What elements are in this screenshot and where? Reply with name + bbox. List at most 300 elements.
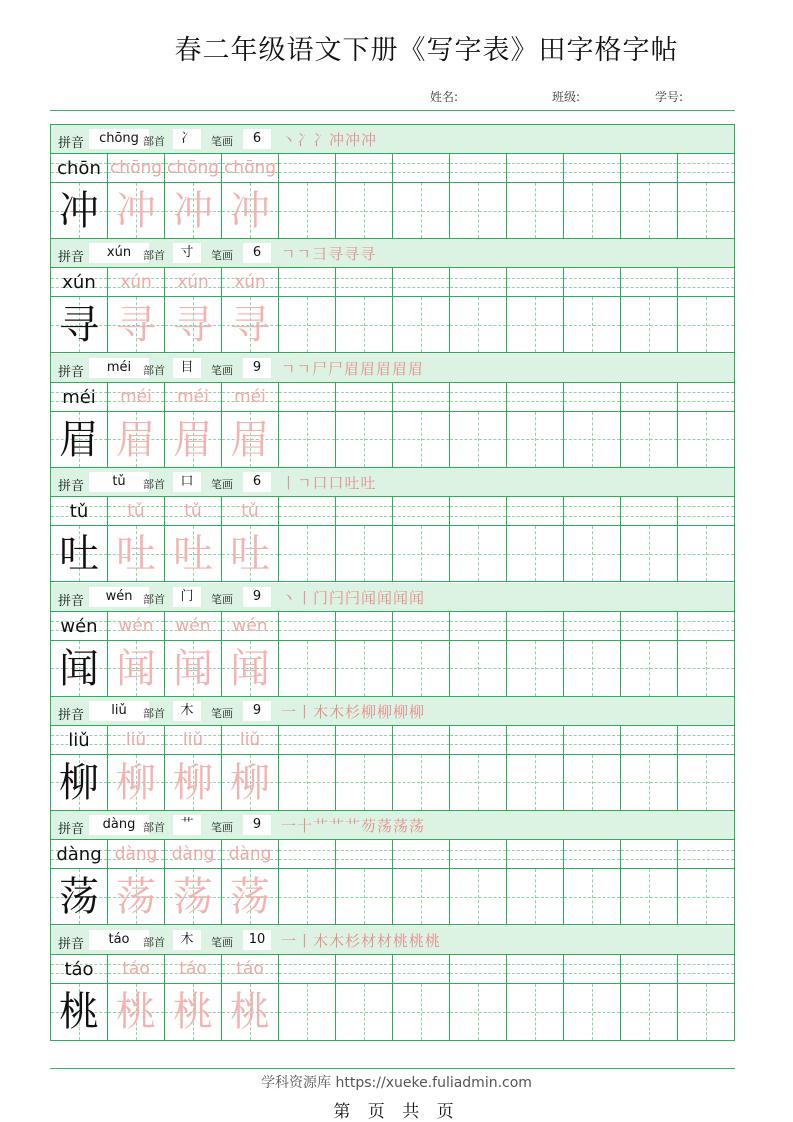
radical-value: 口 — [173, 472, 201, 492]
pinyin-trace-text: chōng — [223, 158, 277, 178]
pinyin-blank-cell[interactable] — [564, 268, 621, 296]
character-info-bar — [51, 926, 734, 955]
character-trace-cell — [108, 297, 165, 352]
pinyin-blank-cell[interactable] — [279, 497, 336, 525]
pinyin-label: 拼音 — [58, 364, 85, 380]
character-blank-cell[interactable] — [678, 297, 734, 352]
pinyin-blank-cell[interactable] — [564, 383, 621, 411]
character-blank-cell[interactable] — [507, 869, 564, 924]
character-blank-cell[interactable] — [279, 641, 336, 696]
pinyin-value: chōng — [89, 129, 149, 149]
pinyin-trace-text: liǔ — [125, 729, 147, 750]
character-blank-cell[interactable] — [279, 526, 336, 581]
pinyin-trace-text: dàng — [114, 844, 158, 865]
radical-label: 部首 — [143, 706, 165, 720]
pinyin-trace-cell — [222, 497, 279, 525]
pinyin-blank-cell[interactable] — [507, 497, 564, 525]
character-blank-cell[interactable] — [621, 526, 678, 581]
pinyin-blank-cell[interactable] — [393, 612, 450, 640]
stroke-count-label: 笔画 — [211, 363, 233, 377]
stroke-count-value: 9 — [243, 815, 271, 835]
character-blank-cell[interactable] — [279, 755, 336, 810]
character-block — [51, 468, 734, 582]
character-info-bar — [51, 697, 734, 726]
character-model-glyph: 冲 — [59, 188, 99, 234]
pinyin-blank-cell[interactable] — [336, 840, 393, 868]
character-blank-cell[interactable] — [393, 984, 450, 1040]
character-blank-cell[interactable] — [621, 869, 678, 924]
tianzige-practice-row — [51, 755, 734, 811]
footer-divider — [50, 1068, 735, 1069]
pinyin-blank-cell[interactable] — [678, 497, 734, 525]
pinyin-blank-cell[interactable] — [279, 154, 336, 182]
pinyin-blank-cell[interactable] — [279, 840, 336, 868]
pinyin-trace-cell — [222, 154, 279, 182]
pinyin-blank-cell[interactable] — [621, 612, 678, 640]
character-blank-cell[interactable] — [450, 755, 507, 810]
character-blank-cell[interactable] — [393, 183, 450, 238]
stroke-order-sequence: 丶冫冫冲冲冲 — [281, 131, 378, 149]
pinyin-blank-cell[interactable] — [336, 726, 393, 754]
stroke-count-value: 10 — [243, 930, 271, 950]
pinyin-value: táo — [89, 930, 149, 950]
pinyin-blank-cell[interactable] — [564, 612, 621, 640]
pinyin-trace-cell — [108, 726, 165, 754]
character-info-bar — [51, 125, 734, 154]
pinyin-practice-row — [51, 955, 734, 984]
character-blank-cell[interactable] — [336, 297, 393, 352]
character-trace-cell — [108, 183, 165, 238]
character-blank-cell[interactable] — [507, 412, 564, 467]
pinyin-trace-text: wén — [232, 615, 268, 636]
character-trace-glyph: 寻 — [173, 302, 213, 349]
character-blank-cell[interactable] — [564, 869, 621, 924]
header-divider — [50, 110, 735, 111]
name-field-label: 姓名: — [430, 90, 459, 104]
character-blank-cell[interactable] — [393, 641, 450, 696]
pinyin-trace-text: méi — [234, 386, 266, 407]
character-blank-cell[interactable] — [336, 412, 393, 467]
character-blank-cell[interactable] — [393, 526, 450, 581]
character-blank-cell[interactable] — [279, 412, 336, 467]
pinyin-blank-cell[interactable] — [678, 154, 734, 182]
stroke-count-label: 笔画 — [211, 249, 233, 263]
pinyin-model-text: dàng — [56, 844, 102, 866]
character-blank-cell[interactable] — [564, 755, 621, 810]
stroke-order-sequence: 一丨木木杉柳柳柳柳 — [281, 702, 426, 721]
pinyin-blank-cell[interactable] — [450, 612, 507, 640]
pinyin-trace-text: xún — [120, 272, 152, 293]
pinyin-blank-cell[interactable] — [336, 955, 393, 983]
pinyin-blank-cell[interactable] — [678, 612, 734, 640]
footer-page-number: 第 页 共 页 — [333, 1102, 460, 1122]
pinyin-trace-text: táo — [236, 958, 264, 979]
character-blank-cell[interactable] — [621, 755, 678, 810]
pinyin-blank-cell[interactable] — [393, 955, 450, 983]
pinyin-blank-cell[interactable] — [450, 497, 507, 525]
pinyin-label: 拼音 — [58, 593, 85, 609]
tianzige-practice-row — [51, 526, 734, 582]
stroke-count-label: 笔画 — [211, 592, 233, 606]
character-blank-cell[interactable] — [336, 984, 393, 1040]
pinyin-blank-cell[interactable] — [564, 840, 621, 868]
character-blank-cell[interactable] — [450, 183, 507, 238]
pinyin-blank-cell[interactable] — [621, 840, 678, 868]
pinyin-trace-cell — [108, 268, 165, 296]
character-trace-cell — [165, 755, 222, 810]
pinyin-blank-cell[interactable] — [393, 840, 450, 868]
pinyin-trace-text: liǔ — [239, 729, 261, 750]
pinyin-trace-text: méi — [177, 386, 209, 407]
character-block — [51, 239, 734, 353]
footer-source-link[interactable]: 学科资源库 https://xueke.fuliadmin.com — [261, 1075, 532, 1091]
pinyin-blank-cell[interactable] — [678, 955, 734, 983]
pinyin-blank-cell[interactable] — [336, 497, 393, 525]
character-block — [51, 354, 734, 468]
pinyin-trace-cell — [222, 612, 279, 640]
character-blank-cell[interactable] — [564, 412, 621, 467]
character-trace-glyph: 桃 — [173, 988, 213, 1035]
pinyin-blank-cell[interactable] — [564, 726, 621, 754]
character-block — [51, 125, 734, 239]
stroke-count-label: 笔画 — [211, 935, 233, 949]
character-blank-cell[interactable] — [393, 755, 450, 810]
character-blank-cell[interactable] — [450, 297, 507, 352]
pinyin-blank-cell[interactable] — [621, 154, 678, 182]
pinyin-trace-cell — [222, 840, 279, 868]
character-trace-cell — [222, 412, 279, 467]
pinyin-trace-text: dàng — [171, 844, 215, 865]
pinyin-label: 拼音 — [58, 822, 85, 838]
pinyin-trace-text: wén — [118, 615, 154, 636]
radical-value: 目 — [173, 358, 201, 378]
pinyin-blank-cell[interactable] — [393, 383, 450, 411]
character-blank-cell[interactable] — [507, 526, 564, 581]
stroke-order-sequence: 一丨木木杉材材桃桃桃 — [281, 931, 442, 950]
character-trace-glyph: 闻 — [230, 645, 270, 692]
stroke-order-sequence: 丶丨门闩闩闻闻闻闻 — [281, 588, 426, 607]
pinyin-blank-cell[interactable] — [279, 726, 336, 754]
stroke-count-value: 9 — [243, 587, 271, 607]
character-trace-glyph: 眉 — [116, 416, 156, 463]
pinyin-blank-cell[interactable] — [279, 268, 336, 296]
character-blank-cell[interactable] — [279, 297, 336, 352]
pinyin-trace-text: tǔ — [184, 501, 202, 522]
radical-label: 部首 — [143, 249, 165, 263]
character-trace-cell — [222, 984, 279, 1040]
pinyin-blank-cell[interactable] — [393, 154, 450, 182]
character-model-glyph: 柳 — [59, 759, 99, 806]
tianzige-practice-row — [51, 984, 734, 1040]
character-blank-cell[interactable] — [564, 641, 621, 696]
character-trace-cell — [222, 869, 279, 924]
character-block — [51, 697, 734, 811]
radical-label: 部首 — [143, 935, 165, 949]
character-trace-glyph: 眉 — [173, 416, 213, 463]
pinyin-trace-cell — [222, 955, 279, 983]
pinyin-practice-row — [51, 497, 734, 526]
stroke-order-sequence: 丨ㄱ口口吐吐 — [281, 474, 377, 493]
pinyin-model-cell — [51, 955, 108, 983]
stroke-order-sequence: ㄱㄱ尸尸眉眉眉眉眉 — [281, 359, 424, 378]
character-trace-cell — [108, 641, 165, 696]
pinyin-trace-cell — [165, 383, 222, 411]
practice-sheet — [50, 124, 735, 1041]
pinyin-trace-cell — [165, 840, 222, 868]
character-trace-cell — [165, 297, 222, 352]
stroke-count-label: 笔画 — [211, 135, 233, 148]
character-trace-glyph: 柳 — [116, 759, 156, 806]
character-model-cell — [51, 641, 108, 696]
character-blank-cell[interactable] — [450, 526, 507, 581]
character-trace-cell — [165, 984, 222, 1040]
pinyin-blank-cell[interactable] — [336, 268, 393, 296]
character-model-glyph: 眉 — [59, 416, 99, 463]
stroke-order-sequence: ㄱㄱ彐寻寻寻 — [281, 245, 376, 264]
pinyin-model-text: táo — [64, 958, 94, 980]
pinyin-trace-cell — [108, 154, 165, 182]
pinyin-blank-cell[interactable] — [678, 383, 734, 411]
character-blank-cell[interactable] — [279, 183, 336, 238]
pinyin-blank-cell[interactable] — [621, 497, 678, 525]
pinyin-blank-cell[interactable] — [336, 383, 393, 411]
character-blank-cell[interactable] — [621, 984, 678, 1040]
pinyin-blank-cell[interactable] — [564, 154, 621, 182]
character-trace-cell — [165, 412, 222, 467]
character-blank-cell[interactable] — [564, 984, 621, 1040]
page-title: 春二年级语文下册《写字表》田字格字帖 — [174, 35, 679, 66]
stroke-order-sequence: 一十艹艹艹芴荡荡荡 — [281, 817, 426, 836]
pinyin-trace-text: xún — [177, 272, 209, 293]
character-block — [51, 811, 734, 925]
pinyin-blank-cell[interactable] — [507, 612, 564, 640]
pinyin-label: 拼音 — [58, 136, 85, 151]
character-trace-cell — [165, 869, 222, 924]
character-blank-cell[interactable] — [279, 984, 336, 1040]
radical-value: 木 — [173, 701, 201, 721]
pinyin-trace-cell — [108, 383, 165, 411]
pinyin-blank-cell[interactable] — [393, 726, 450, 754]
character-blank-cell[interactable] — [450, 412, 507, 467]
radical-label: 部首 — [143, 135, 165, 148]
character-trace-cell — [222, 641, 279, 696]
pinyin-trace-cell — [165, 612, 222, 640]
pinyin-blank-cell[interactable] — [336, 612, 393, 640]
character-trace-cell — [165, 526, 222, 581]
pinyin-blank-cell[interactable] — [564, 955, 621, 983]
radical-value: 木 — [173, 930, 201, 950]
pinyin-blank-cell[interactable] — [621, 268, 678, 296]
character-trace-cell — [165, 641, 222, 696]
character-trace-glyph: 柳 — [230, 759, 270, 806]
character-trace-glyph: 荡 — [230, 874, 270, 921]
character-blank-cell[interactable] — [621, 183, 678, 238]
pinyin-value: xún — [89, 243, 149, 263]
radical-label: 部首 — [143, 478, 165, 492]
character-blank-cell[interactable] — [564, 297, 621, 352]
character-blank-cell[interactable] — [507, 297, 564, 352]
character-blank-cell[interactable] — [678, 984, 734, 1040]
pinyin-blank-cell[interactable] — [450, 268, 507, 296]
stroke-count-value: 6 — [243, 243, 271, 263]
character-info-bar — [51, 354, 734, 383]
character-trace-glyph: 闻 — [173, 645, 213, 692]
character-blank-cell[interactable] — [393, 412, 450, 467]
pinyin-blank-cell[interactable] — [279, 383, 336, 411]
pinyin-trace-cell — [165, 726, 222, 754]
pinyin-value: liǔ — [89, 701, 149, 721]
pinyin-trace-cell — [108, 497, 165, 525]
pinyin-blank-cell[interactable] — [678, 840, 734, 868]
pinyin-blank-cell[interactable] — [450, 726, 507, 754]
pinyin-model-cell — [51, 840, 108, 868]
character-trace-cell — [108, 755, 165, 810]
character-blank-cell[interactable] — [336, 526, 393, 581]
pinyin-practice-row — [51, 268, 734, 297]
pinyin-blank-cell[interactable] — [621, 383, 678, 411]
character-model-cell — [51, 297, 108, 352]
character-blank-cell[interactable] — [621, 641, 678, 696]
character-trace-glyph: 寻 — [116, 302, 156, 349]
pinyin-trace-text: táo — [179, 958, 207, 979]
pinyin-blank-cell[interactable] — [450, 840, 507, 868]
stroke-count-label: 笔画 — [211, 706, 233, 720]
pinyin-model-text: wén — [60, 615, 98, 637]
pinyin-trace-text: wén — [175, 615, 211, 636]
character-blank-cell[interactable] — [336, 183, 393, 238]
character-trace-glyph: 闻 — [116, 645, 156, 692]
character-blank-cell[interactable] — [450, 869, 507, 924]
character-trace-cell — [108, 526, 165, 581]
character-blank-cell[interactable] — [450, 641, 507, 696]
tianzige-practice-row — [51, 412, 734, 468]
character-blank-cell[interactable] — [564, 526, 621, 581]
pinyin-trace-text: tǔ — [241, 501, 259, 522]
pinyin-trace-cell — [165, 268, 222, 296]
character-model-cell — [51, 984, 108, 1040]
pinyin-trace-cell — [165, 955, 222, 983]
character-info-bar — [51, 811, 734, 840]
pinyin-blank-cell[interactable] — [507, 383, 564, 411]
character-blank-cell[interactable] — [336, 755, 393, 810]
pinyin-blank-cell[interactable] — [678, 726, 734, 754]
character-blank-cell[interactable] — [678, 869, 734, 924]
pinyin-label: 拼音 — [58, 707, 85, 723]
pinyin-trace-cell — [222, 383, 279, 411]
character-blank-cell[interactable] — [393, 297, 450, 352]
radical-value: 冫 — [173, 129, 201, 149]
pinyin-model-cell — [51, 726, 108, 754]
character-blank-cell[interactable] — [336, 641, 393, 696]
character-blank-cell[interactable] — [621, 412, 678, 467]
character-blank-cell[interactable] — [336, 869, 393, 924]
character-blank-cell[interactable] — [507, 755, 564, 810]
pinyin-blank-cell[interactable] — [621, 726, 678, 754]
pinyin-blank-cell[interactable] — [279, 955, 336, 983]
pinyin-trace-cell — [222, 726, 279, 754]
character-blank-cell[interactable] — [678, 183, 734, 238]
pinyin-blank-cell[interactable] — [507, 726, 564, 754]
character-trace-cell — [222, 755, 279, 810]
pinyin-blank-cell[interactable] — [621, 955, 678, 983]
pinyin-blank-cell[interactable] — [336, 154, 393, 182]
character-trace-glyph: 荡 — [173, 874, 213, 921]
character-blank-cell[interactable] — [393, 869, 450, 924]
stroke-count-value: 6 — [243, 472, 271, 492]
pinyin-trace-text: liǔ — [182, 729, 204, 750]
pinyin-model-cell — [51, 154, 108, 182]
pinyin-blank-cell[interactable] — [393, 268, 450, 296]
character-blank-cell[interactable] — [678, 641, 734, 696]
pinyin-trace-text: méi — [120, 386, 152, 407]
pinyin-blank-cell[interactable] — [507, 154, 564, 182]
character-model-glyph: 寻 — [59, 302, 99, 349]
pinyin-trace-text: xún — [234, 272, 266, 293]
character-trace-glyph: 柳 — [173, 759, 213, 806]
radical-label: 部首 — [143, 363, 165, 377]
character-blank-cell[interactable] — [507, 183, 564, 238]
pinyin-blank-cell[interactable] — [678, 268, 734, 296]
pinyin-blank-cell[interactable] — [507, 955, 564, 983]
character-blank-cell[interactable] — [678, 412, 734, 467]
character-trace-glyph: 荡 — [116, 874, 156, 921]
character-info-bar — [51, 468, 734, 497]
character-model-cell — [51, 183, 108, 238]
character-blank-cell[interactable] — [450, 984, 507, 1040]
stroke-count-value: 6 — [243, 129, 271, 149]
pinyin-blank-cell[interactable] — [507, 840, 564, 868]
tianzige-practice-row — [51, 183, 734, 239]
tianzige-practice-row — [51, 641, 734, 697]
character-blank-cell[interactable] — [564, 183, 621, 238]
radical-label: 部首 — [143, 592, 165, 606]
pinyin-model-cell — [51, 268, 108, 296]
character-trace-cell — [108, 412, 165, 467]
pinyin-blank-cell[interactable] — [450, 154, 507, 182]
pinyin-trace-text: táo — [122, 958, 150, 979]
pinyin-blank-cell[interactable] — [279, 612, 336, 640]
pinyin-blank-cell[interactable] — [564, 497, 621, 525]
pinyin-blank-cell[interactable] — [450, 955, 507, 983]
pinyin-label: 拼音 — [58, 250, 85, 266]
character-blank-cell[interactable] — [507, 641, 564, 696]
pinyin-trace-cell — [222, 268, 279, 296]
radical-value: 门 — [173, 587, 201, 607]
character-blank-cell[interactable] — [678, 755, 734, 810]
pinyin-blank-cell[interactable] — [393, 497, 450, 525]
character-trace-glyph: 吐 — [116, 531, 156, 578]
pinyin-blank-cell[interactable] — [507, 268, 564, 296]
character-trace-glyph: 桃 — [230, 988, 270, 1035]
character-model-glyph: 吐 — [59, 531, 99, 578]
character-blank-cell[interactable] — [621, 297, 678, 352]
pinyin-blank-cell[interactable] — [450, 383, 507, 411]
character-trace-cell — [165, 183, 222, 238]
pinyin-model-text: méi — [62, 386, 96, 408]
pinyin-model-text: tǔ — [69, 501, 89, 523]
character-blank-cell[interactable] — [507, 984, 564, 1040]
character-model-cell — [51, 755, 108, 810]
character-trace-glyph: 吐 — [230, 531, 270, 578]
character-model-glyph: 闻 — [59, 645, 99, 692]
pinyin-value: dàng — [89, 815, 149, 835]
pinyin-label: 拼音 — [58, 936, 85, 952]
character-model-cell — [51, 526, 108, 581]
pinyin-model-cell — [51, 383, 108, 411]
character-blank-cell[interactable] — [678, 526, 734, 581]
stroke-count-label: 笔画 — [211, 821, 233, 835]
character-blank-cell[interactable] — [279, 869, 336, 924]
